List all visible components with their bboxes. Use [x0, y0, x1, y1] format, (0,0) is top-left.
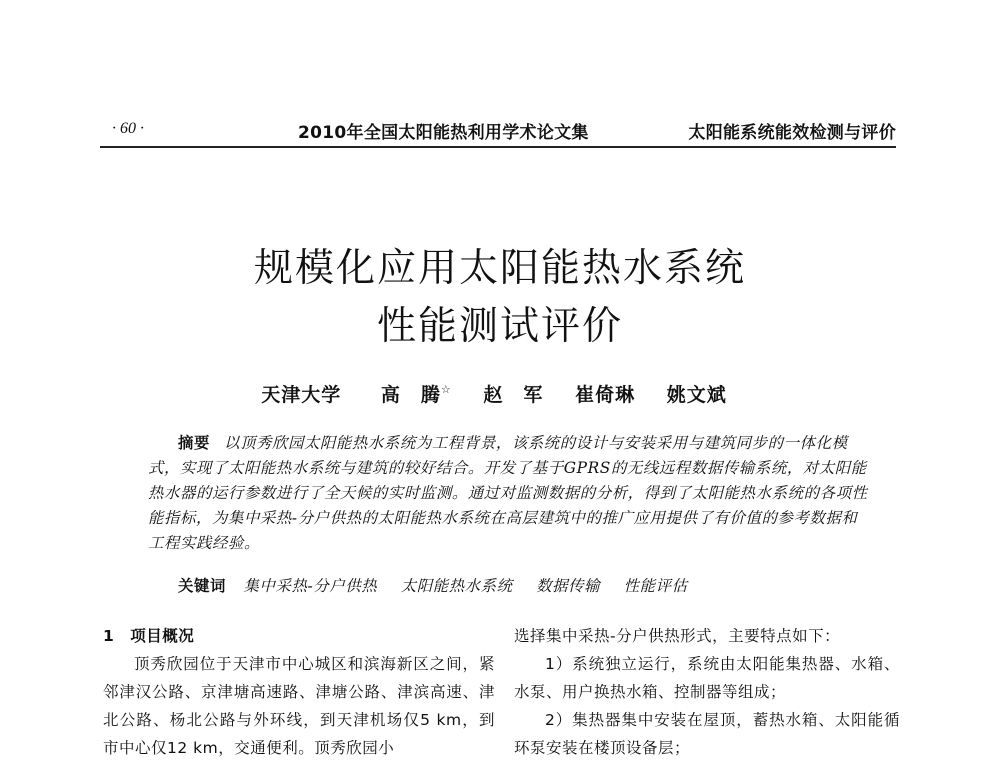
page-number: · 60 · [112, 120, 144, 137]
first-author-mark: ☆ [440, 383, 452, 396]
section-title: 太阳能系统能效检测与评价 [688, 123, 896, 143]
running-header [100, 116, 896, 148]
keywords [148, 574, 868, 596]
keyword: 性能评估 [623, 577, 688, 595]
keyword: 集中采热-分户供热 [243, 577, 378, 595]
section-heading: 1 项目概况 [103, 627, 195, 645]
list-item: 2）集热器集中安装在屋顶，蓄热水箱、太阳能循环泵安装在楼顶设备层； [514, 711, 900, 757]
list-item: 1）系统独立运行，系统由太阳能集热器、水箱、水泵、用户换热水箱、控制器等组成； [514, 655, 900, 701]
author-name: 高 腾☆ [380, 383, 452, 406]
author-name: 崔倚琳 [575, 384, 636, 406]
paper-title-line2: 性能测试评价 [376, 304, 623, 349]
body-paragraph: 选择集中采热-分户供热形式，主要特点如下： [514, 627, 841, 645]
keywords-label: 关键词 [178, 577, 226, 595]
affiliation: 天津大学 [261, 384, 342, 406]
author-name: 赵 军 [483, 384, 544, 406]
body-column-right [514, 622, 900, 762]
body-paragraph: 顶秀欣园位于天津市中心城区和滨海新区之间，紧邻津汉公路、京津塘高速路、津塘公路、津滨高速、津北公路、杨北公路与外环线，到天津机场仅5 km，到市中心仅12 km，交通便利。顶秀欣园小 [103, 655, 495, 757]
keyword: 太阳能热水系统 [400, 577, 513, 595]
paper-title-line1: 规模化应用太阳能热水系统 [253, 246, 746, 291]
proceedings-title: 2010年全国太阳能热利用学术论文集 [298, 123, 589, 143]
author-line [0, 380, 1000, 407]
keyword: 数据传输 [536, 577, 601, 595]
abstract-label: 摘要 [178, 434, 210, 452]
abstract-text: 以顶秀欣园太阳能热水系统为工程背景，该系统的设计与安装采用与建筑同步的一体化模式，实现了太阳能热水系统与建筑的较好结合。开发了基于GPRS的无线远程数据传输系统，对太阳能热水器的运行参数进行了全天候的实时监测。通过对监测数据的分析，得到了太阳能热水系统的各项性能指标，为集中采热-分户供热的太阳能热水系统在高层建筑中的推广应用提供了有价值的参考数据和工程实践经验。 [148, 434, 868, 552]
author-name: 姚文斌 [666, 384, 727, 406]
body-column-left [103, 622, 495, 762]
abstract [148, 431, 868, 556]
